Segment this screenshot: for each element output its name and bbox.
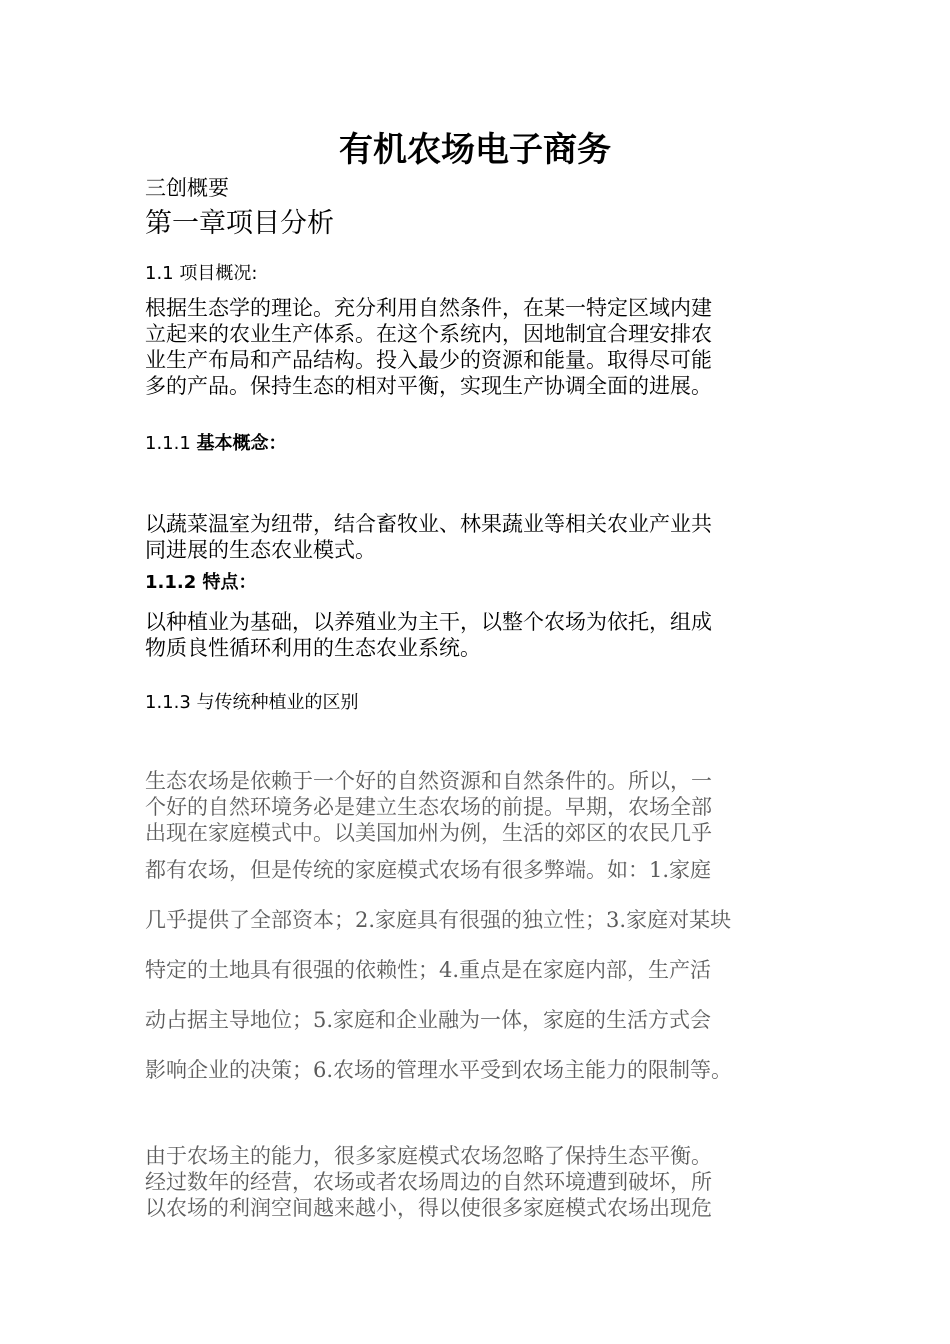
section-number: 1.1.1 bbox=[145, 433, 197, 454]
paragraph-line: 以种植业为基础，以养殖业为主干，以整个农场为依托，组成 bbox=[145, 610, 712, 634]
paragraph-line: 以蔬菜温室为纽带，结合畜牧业、林果蔬业等相关农业产业共 bbox=[145, 512, 712, 536]
section-heading-1-1-2: 1.1.2 特点： bbox=[145, 572, 257, 593]
paragraph-line: 业生产布局和产品结构。投入最少的资源和能量。取得尽可能 bbox=[145, 348, 712, 372]
paragraph-line: 都有农场，但是传统的家庭模式农场有很多弊端。如：1.家庭 bbox=[145, 858, 712, 882]
document-subtitle: 三创概要 bbox=[145, 176, 229, 200]
paragraph-line: 经过数年的经营，农场或者农场周边的自然环境遭到破坏，所 bbox=[145, 1170, 712, 1194]
paragraph-difference-intro bbox=[145, 768, 810, 846]
section-heading-1-1: 1.1 项目概况: bbox=[145, 263, 258, 284]
paragraph-line: 特定的土地具有很强的依赖性；4.重点是在家庭内部，生产活 bbox=[145, 958, 712, 982]
paragraph-line: 出现在家庭模式中。以美国加州为例，生活的郊区的农民几乎 bbox=[145, 821, 712, 845]
paragraph-difference-list bbox=[145, 856, 810, 1106]
paragraph-features bbox=[145, 609, 810, 661]
paragraph-project-overview bbox=[145, 295, 810, 399]
paragraph-line: 几乎提供了全部资本；2.家庭具有很强的独立性；3.家庭对某块 bbox=[145, 908, 732, 932]
paragraph-line: 个好的自然环境务必是建立生态农场的前提。早期，农场全部 bbox=[145, 795, 712, 819]
document-title: 有机农场电子商务 bbox=[339, 130, 611, 170]
section-heading-1-1-3: 1.1.3 与传统种植业的区别 bbox=[145, 692, 359, 713]
paragraph-line: 动占据主导地位；5.家庭和企业融为一体，家庭的生活方式会 bbox=[145, 1008, 712, 1032]
paragraph-line: 以农场的利润空间越来越小，得以使很多家庭模式农场出现危 bbox=[145, 1196, 712, 1220]
paragraph-ecological-balance bbox=[145, 1143, 810, 1221]
paragraph-line: 立起来的农业生产体系。在这个系统内，因地制宜合理安排农 bbox=[145, 322, 712, 346]
chapter-heading: 第一章项目分析 bbox=[145, 208, 334, 239]
paragraph-line: 生态农场是依赖于一个好的自然资源和自然条件的。所以，一 bbox=[145, 769, 712, 793]
paragraph-basic-concept bbox=[145, 511, 810, 563]
paragraph-line: 物质良性循环利用的生态农业系统。 bbox=[145, 636, 481, 660]
paragraph-line: 由于农场主的能力，很多家庭模式农场忽略了保持生态平衡。 bbox=[145, 1144, 712, 1168]
paragraph-line: 影响企业的决策；6.农场的管理水平受到农场主能力的限制等。 bbox=[145, 1058, 733, 1082]
paragraph-line: 多的产品。保持生态的相对平衡，实现生产协调全面的进展。 bbox=[145, 374, 712, 398]
section-title: 基本概念： bbox=[196, 433, 287, 454]
paragraph-line: 根据生态学的理论。充分利用自然条件，在某一特定区域内建 bbox=[145, 296, 712, 320]
section-heading-1-1-1 bbox=[145, 431, 810, 457]
paragraph-line: 同进展的生态农业模式。 bbox=[145, 538, 376, 562]
